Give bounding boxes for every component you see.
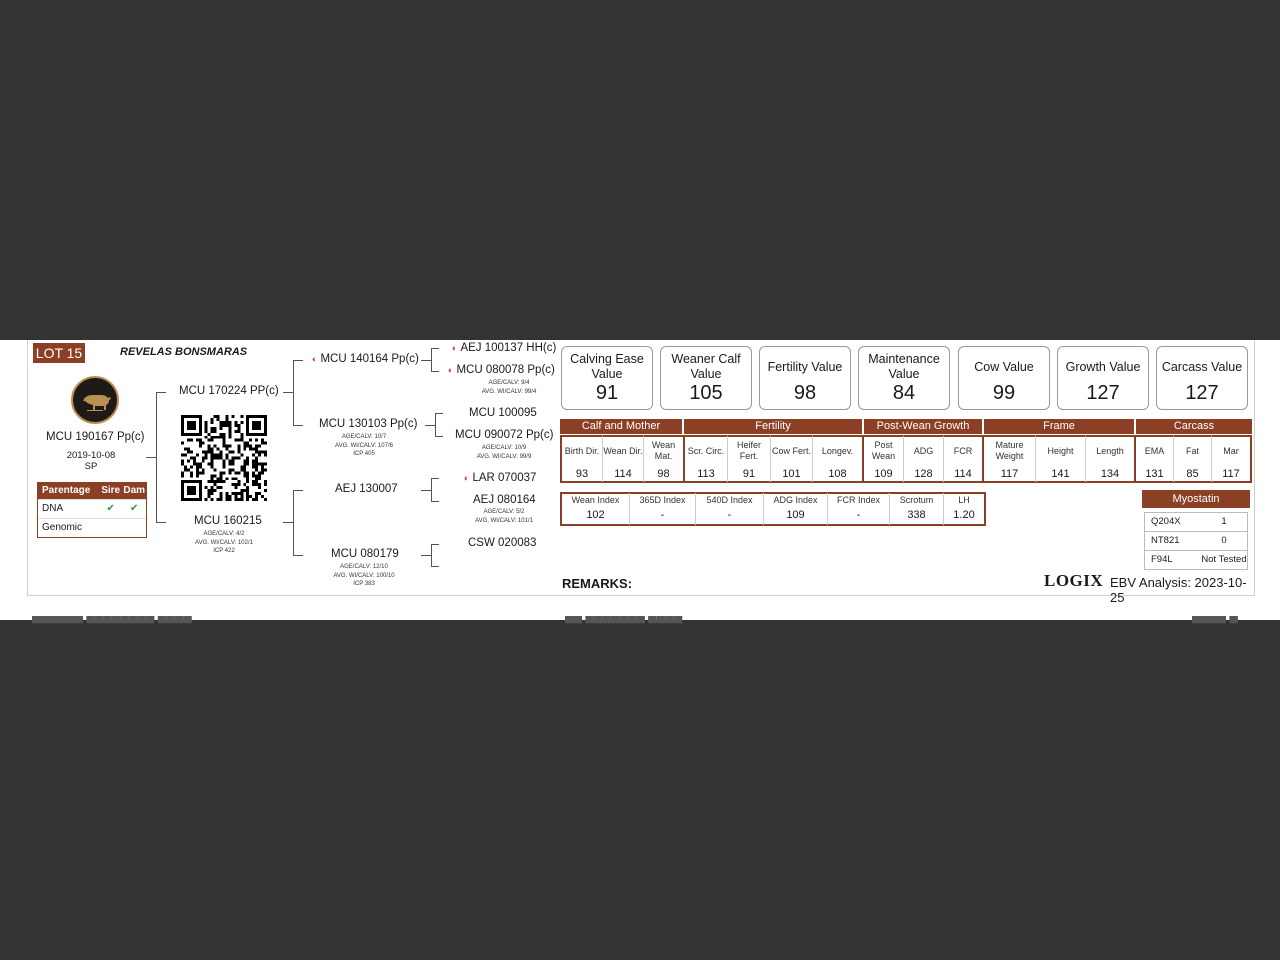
ssd-name: ◐ MCU 080078 Pp(c) — [448, 364, 555, 376]
sd-name: MCU 130103 Pp(c) — [319, 418, 418, 430]
lot-card — [27, 340, 1255, 605]
performance-emblem-icon: ◐ — [452, 343, 458, 353]
ebv-cell: Heifer Fert. 91 — [728, 436, 771, 482]
ebv-cell: ADG 128 — [904, 436, 944, 482]
parentage-table — [37, 482, 147, 538]
value-card: Weaner Calf Value 105 — [660, 346, 752, 410]
dds-name: CSW 020083 — [468, 537, 537, 549]
check-icon: ✔ — [130, 503, 139, 514]
animal-id: MCU 190167 Pp(c) — [46, 431, 145, 443]
dsd-details: AGE/CALV: 5/2 AVG. WI/CALV: 101/1 — [475, 509, 533, 524]
qr-code-icon — [181, 415, 267, 501]
ds-name: AEJ 130007 — [335, 483, 398, 495]
index-cell: ADG Index 109 — [764, 493, 828, 525]
ebv-cell: EMA 131 — [1136, 436, 1174, 482]
remarks-label: REMARKS: — [562, 576, 633, 591]
index-cell: Scrotum 338 — [890, 493, 944, 525]
ebv-cell: Scr. Circ. 113 — [685, 436, 728, 482]
ebv-cell: Wean Dir. 114 — [603, 436, 644, 482]
ebv-cell: Longev. 108 — [821, 445, 854, 480]
dd-name: MCU 080179 — [331, 548, 399, 560]
catalogue-sheet — [0, 340, 1280, 630]
myostatin-title: Myostatin — [1142, 490, 1250, 508]
dam-details: AGE/CALV: 4/2 AVG. WI/CALV: 102/1 ICP 422 — [195, 531, 253, 554]
sss-name: ◐ AEJ 100137 HH(c) — [452, 342, 557, 354]
sdd-details: AGE/CALV: 10/9 AVG. WI/CALV: 99/9 — [476, 445, 532, 460]
group-header: Carcass — [1136, 419, 1252, 434]
animal-code: SP — [84, 461, 98, 472]
group-header: Calf and Mother — [560, 419, 682, 434]
value-card: Calving Ease Value 91 — [561, 346, 653, 410]
ebv-cell: Birth Dir. 93 — [562, 436, 603, 482]
ebv-cell: Post Wean 109 — [864, 436, 904, 482]
group-header: Frame — [984, 419, 1134, 434]
ebv-cell: Wean Mat. 98 — [651, 440, 676, 480]
myostatin-row: Q204X 1 — [1144, 512, 1248, 532]
logix-logo: LOGIX — [1044, 571, 1104, 590]
value-card: Fertility Value 98 — [759, 346, 851, 410]
analysis-date: EBV Analysis: 2023-10-25 — [1110, 575, 1247, 605]
myostatin-row: F94L Not Tested — [1144, 551, 1248, 570]
parentage-row-dna: DNA ✔ ✔ — [38, 499, 146, 518]
dsd-name: AEJ 080164 — [473, 494, 536, 506]
footer-center: ▀▀ ▀▀▀▀▀▀▀ ▀▀▀▀ — [565, 616, 683, 630]
value-card: Maintenance Value 84 — [858, 346, 950, 410]
ebv-cell: FCR 114 — [953, 445, 973, 480]
ebv-cell: Length 134 — [1096, 445, 1124, 480]
dam-name: MCU 160215 — [194, 515, 262, 527]
sds-name: MCU 100095 — [469, 407, 537, 419]
bull-icon — [73, 378, 117, 422]
index-cell: 365D Index - — [630, 493, 696, 525]
ssd-details: AGE/CALV: 9/4 AVG. WI/CALV: 99/4 — [481, 380, 537, 395]
index-cell: LH 1.20 — [953, 495, 975, 521]
value-card: Growth Value 127 — [1057, 346, 1149, 410]
performance-emblem-icon: ◐ — [448, 365, 454, 375]
parentage-row-genomic: Genomic — [38, 518, 146, 537]
dss-name: ◐ LAR 070037 — [464, 472, 537, 484]
ebv-cell: Mature Weight 117 — [984, 436, 1036, 482]
sd-details: AGE/CALV: 10/7 AVG. WI/CALV: 107/6 ICP 405 — [335, 434, 393, 457]
value-card: Carcass Value 127 — [1156, 346, 1248, 410]
footer-right: ▀▀▀▀ ▀ — [1192, 616, 1238, 630]
ebv-cell: Mar 117 — [1222, 445, 1240, 480]
lot-badge: LOT 15 — [33, 343, 85, 363]
parentage-header: Parentage Sire Dam — [38, 483, 146, 499]
index-cell: 540D Index - — [696, 493, 764, 525]
animal-dob: 2019-10-08 — [66, 450, 116, 461]
performance-emblem-icon: ◐ — [464, 473, 470, 483]
ebv-cell: Fat 85 — [1174, 436, 1212, 482]
myostatin-row: NT821 0 — [1144, 532, 1248, 551]
group-header: Fertility — [684, 419, 862, 434]
check-icon: ✔ — [106, 503, 115, 514]
ebv-cell: Cow Fert. 101 — [771, 436, 813, 482]
sire-name: MCU 170224 PP(c) — [179, 385, 279, 397]
group-header: Post-Wean Growth — [864, 419, 982, 434]
index-cell: FCR Index - — [828, 493, 890, 525]
dd-details: AGE/CALV: 12/10 AVG. WI/CALV: 100/10 ICP 383 — [333, 564, 395, 587]
myostatin-table — [1142, 490, 1250, 570]
ebv-cell: Height 141 — [1036, 436, 1086, 482]
sdd-name: MCU 090072 Pp(c) — [455, 429, 554, 441]
footer-left: ▀▀▀▀▀▀ ▀▀▀▀▀▀▀▀ ▀▀▀▀ — [32, 616, 192, 630]
qr-code — [181, 415, 267, 501]
farm-logo — [71, 376, 119, 424]
farm-name: REVELAS BONSMARAS — [120, 346, 248, 358]
ss-name: ◐ MCU 140164 Pp(c) — [312, 353, 419, 365]
value-card: Cow Value 99 — [958, 346, 1050, 410]
index-cell: Wean Index 102 — [562, 493, 630, 525]
performance-emblem-icon: ◐ — [312, 354, 318, 364]
